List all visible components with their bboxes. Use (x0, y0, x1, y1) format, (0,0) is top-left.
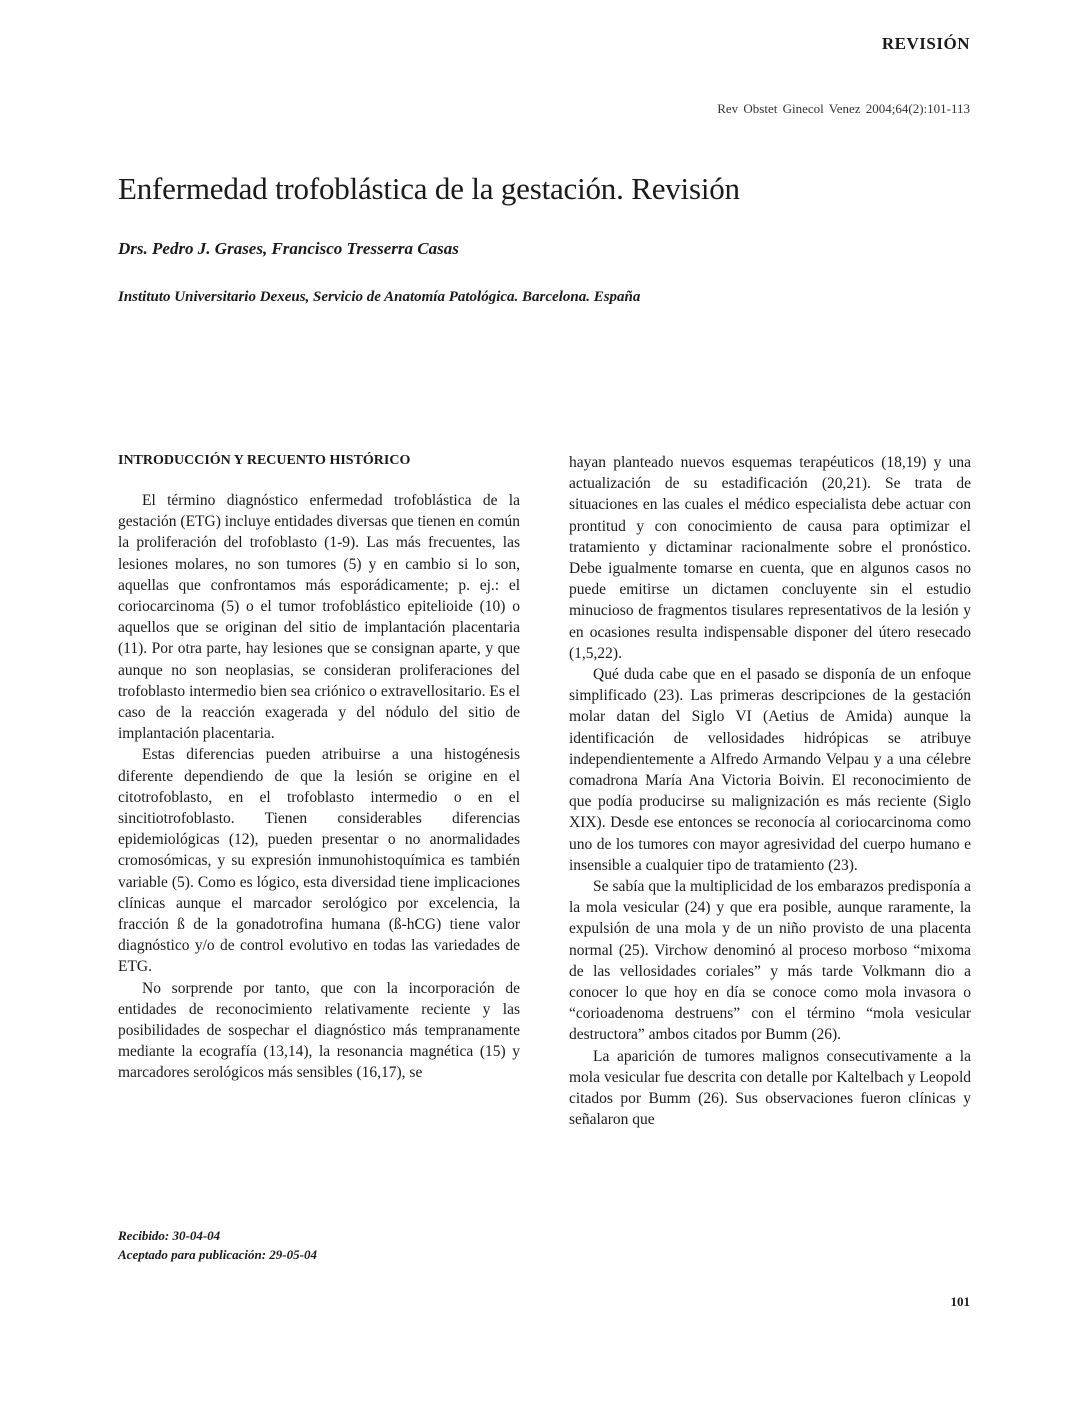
left-column (118, 452, 520, 1084)
paragraph: Qué duda cabe que en el pasado se disponía de un enfoque simplificado (23). Las primeras descripciones de la gestación molar datan del Siglo VI (Aetius de Amida) aunque la identificación de vellosidades hidrópicas se atribuye independientemente a Alfredo Armando Velpau y a una célebre comadrona María Ana Victoria Boivin. El reconocimiento de que podía producirse su malignización es más reciente (Siglo XIX). Desde ese entonces se reconocía al coriocarcinoma como uno de los tumores con mayor agresividad del cuerpo humano e insensible a cualquier tipo de tratamiento (23). (569, 666, 971, 874)
article-title: Enfermedad trofoblástica de la gestación. Revisión (118, 171, 740, 206)
paragraph: Estas diferencias pueden atribuirse a una histogénesis diferente dependiendo de que la lesión se origine en el citotrofoblasto, en el trofoblasto intermedio o en el sincitiotrofoblasto. Tienen considerables diferencias epidemiológicas (12), pueden presentar o no anormalidades cromosómicas, y su expresión inmunohistoquímica es también variable (5). Como es lógico, esta diversidad tiene implicaciones clínicas aunque el marcador serológico por excelencia, la fracción ß de la gonadotrofina humana (ß-hCG) tiene valor diagnóstico y/o de control evolutivo en todas las variedades de ETG. (118, 746, 520, 976)
article-authors: Drs. Pedro J. Grases, Francisco Tresserra Casas (118, 239, 459, 258)
paragraph: El término diagnóstico enfermedad trofoblástica de la gestación (ETG) incluye entidades diversas que tienen en común la proliferación del trofoblasto (1-9). Las más frecuentes, las lesiones molares, no son tumores (5) y en cambio si lo son, aquellas que confrontamos más esporádicamente; p. ej.: el coriocarcinoma (5) o el tumor trofoblástico epitelioide (10) o aquellos que se originan del sitio de implantación placentaria (11). Por otra parte, hay lesiones que se consignan aparte, y que aunque no son neoplasias, se consideran proliferaciones del trofoblasto intermedio bien sea criónico o extravellositario. Es el caso de la reacción exagerada y del nódulo del sitio de implantación placentaria. (118, 492, 521, 743)
paragraph: La aparición de tumores malignos consecutivamente a la mola vesicular fue descrita con detalle por Kaltelbach y Leopold citados por Bumm (26). Sus observaciones fueron clínicas y señalaron que (569, 1047, 971, 1129)
right-column (569, 452, 971, 1131)
article-affiliation: Instituto Universitario Dexeus, Servicio de Anatomía Patológica. Barcelona. España (118, 289, 641, 305)
received-date: Recibido: 30-04-04 (118, 1228, 221, 1243)
paragraph: hayan planteado nuevos esquemas terapéuticos (18,19) y una actualización de su estadificación (20,21). Se trata de situaciones en las cuales el médico especialista debe actuar con prontitud y con conocimiento de causa para optimizar el tratamiento y dictaminar racionalmente sobre el pronóstico. Debe igualmente tomarse en cuenta, que en algunos casos no puede emitirse un dictamen concluyente sin el estudio minucioso de fragmentos tisulares representativos de la lesión y en ocasiones resulta indispensable disponer del útero resecado (1,5,22). (569, 454, 971, 662)
accepted-date: Aceptado para publicación: 29-05-04 (118, 1247, 317, 1262)
paragraph: Se sabía que la multiplicidad de los embarazos predisponía a la mola vesicular (24) y que era posible, aunque raramente, la expulsión de una mola y de un niño provisto de una placenta normal (25). Virchow denominó al proceso morboso “mixoma de las vellosidades coriales” y más tarde Volkmann dio a conocer lo que hoy en día se conoce como mola invasora o “corioadenoma destruens” con el término “mola vesicular destructora” ambos citados por Bumm (26). (569, 878, 971, 1044)
paragraph: No sorprende por tanto, que con la incorporación de entidades de reconocimiento relativamente reciente y las posibilidades de sospechar el diagnóstico más tempranamente mediante la ecografía (13,14), la resonancia magnética (15) y marcadores serológicos más sensibles (16,17), se (118, 979, 520, 1082)
submission-dates (118, 1226, 317, 1264)
section-heading: INTRODUCCIÓN Y RECUENTO HISTÓRICO (118, 453, 411, 468)
journal-citation: Rev Obstet Ginecol Venez 2004;64(2):101-113 (717, 101, 970, 116)
section-tag: REVISIÓN (881, 34, 970, 53)
page-number: 101 (950, 1294, 970, 1309)
